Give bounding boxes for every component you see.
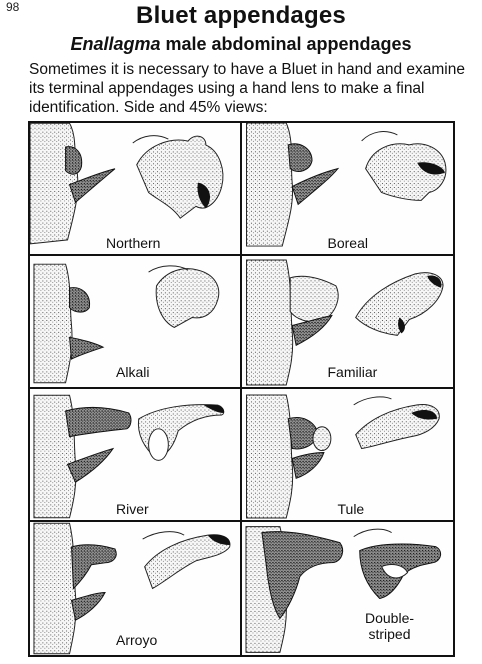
subtitle-genus: Enallagma	[70, 34, 161, 54]
appendage-grid	[28, 121, 455, 657]
species-panel-river	[30, 389, 242, 522]
species-panel-familiar	[242, 256, 454, 389]
species-label-tule: Tule	[337, 501, 365, 517]
species-panel-arroyo	[30, 522, 242, 655]
species-panel-boreal	[242, 123, 454, 256]
species-panel-alkali	[30, 256, 242, 389]
species-label-arroyo: Arroyo	[116, 632, 158, 648]
species-panel-double-striped	[242, 522, 454, 655]
page-number: 98	[6, 0, 20, 14]
species-panel-tule	[242, 389, 454, 522]
species-label-northern: Northern	[106, 235, 161, 251]
page-subtitle	[0, 34, 482, 55]
double-striped-appendage-illustration	[242, 522, 454, 655]
species-label-boreal: Boreal	[327, 235, 368, 251]
page-title: Bluet appendages	[136, 2, 346, 29]
species-label-double-striped: Double- striped	[364, 610, 415, 642]
species-panel-northern	[30, 123, 242, 256]
species-label-alkali: Alkali	[116, 364, 150, 380]
species-label-river: River	[116, 501, 149, 517]
intro-paragraph: Sometimes it is necessary to have a Bluet in hand and examine its terminal appendages using a hand lens to make a final identification. Side and 45% views:	[29, 61, 465, 116]
species-label-familiar: Familiar	[327, 364, 378, 380]
subtitle-text: male abdominal appendages	[160, 34, 412, 54]
